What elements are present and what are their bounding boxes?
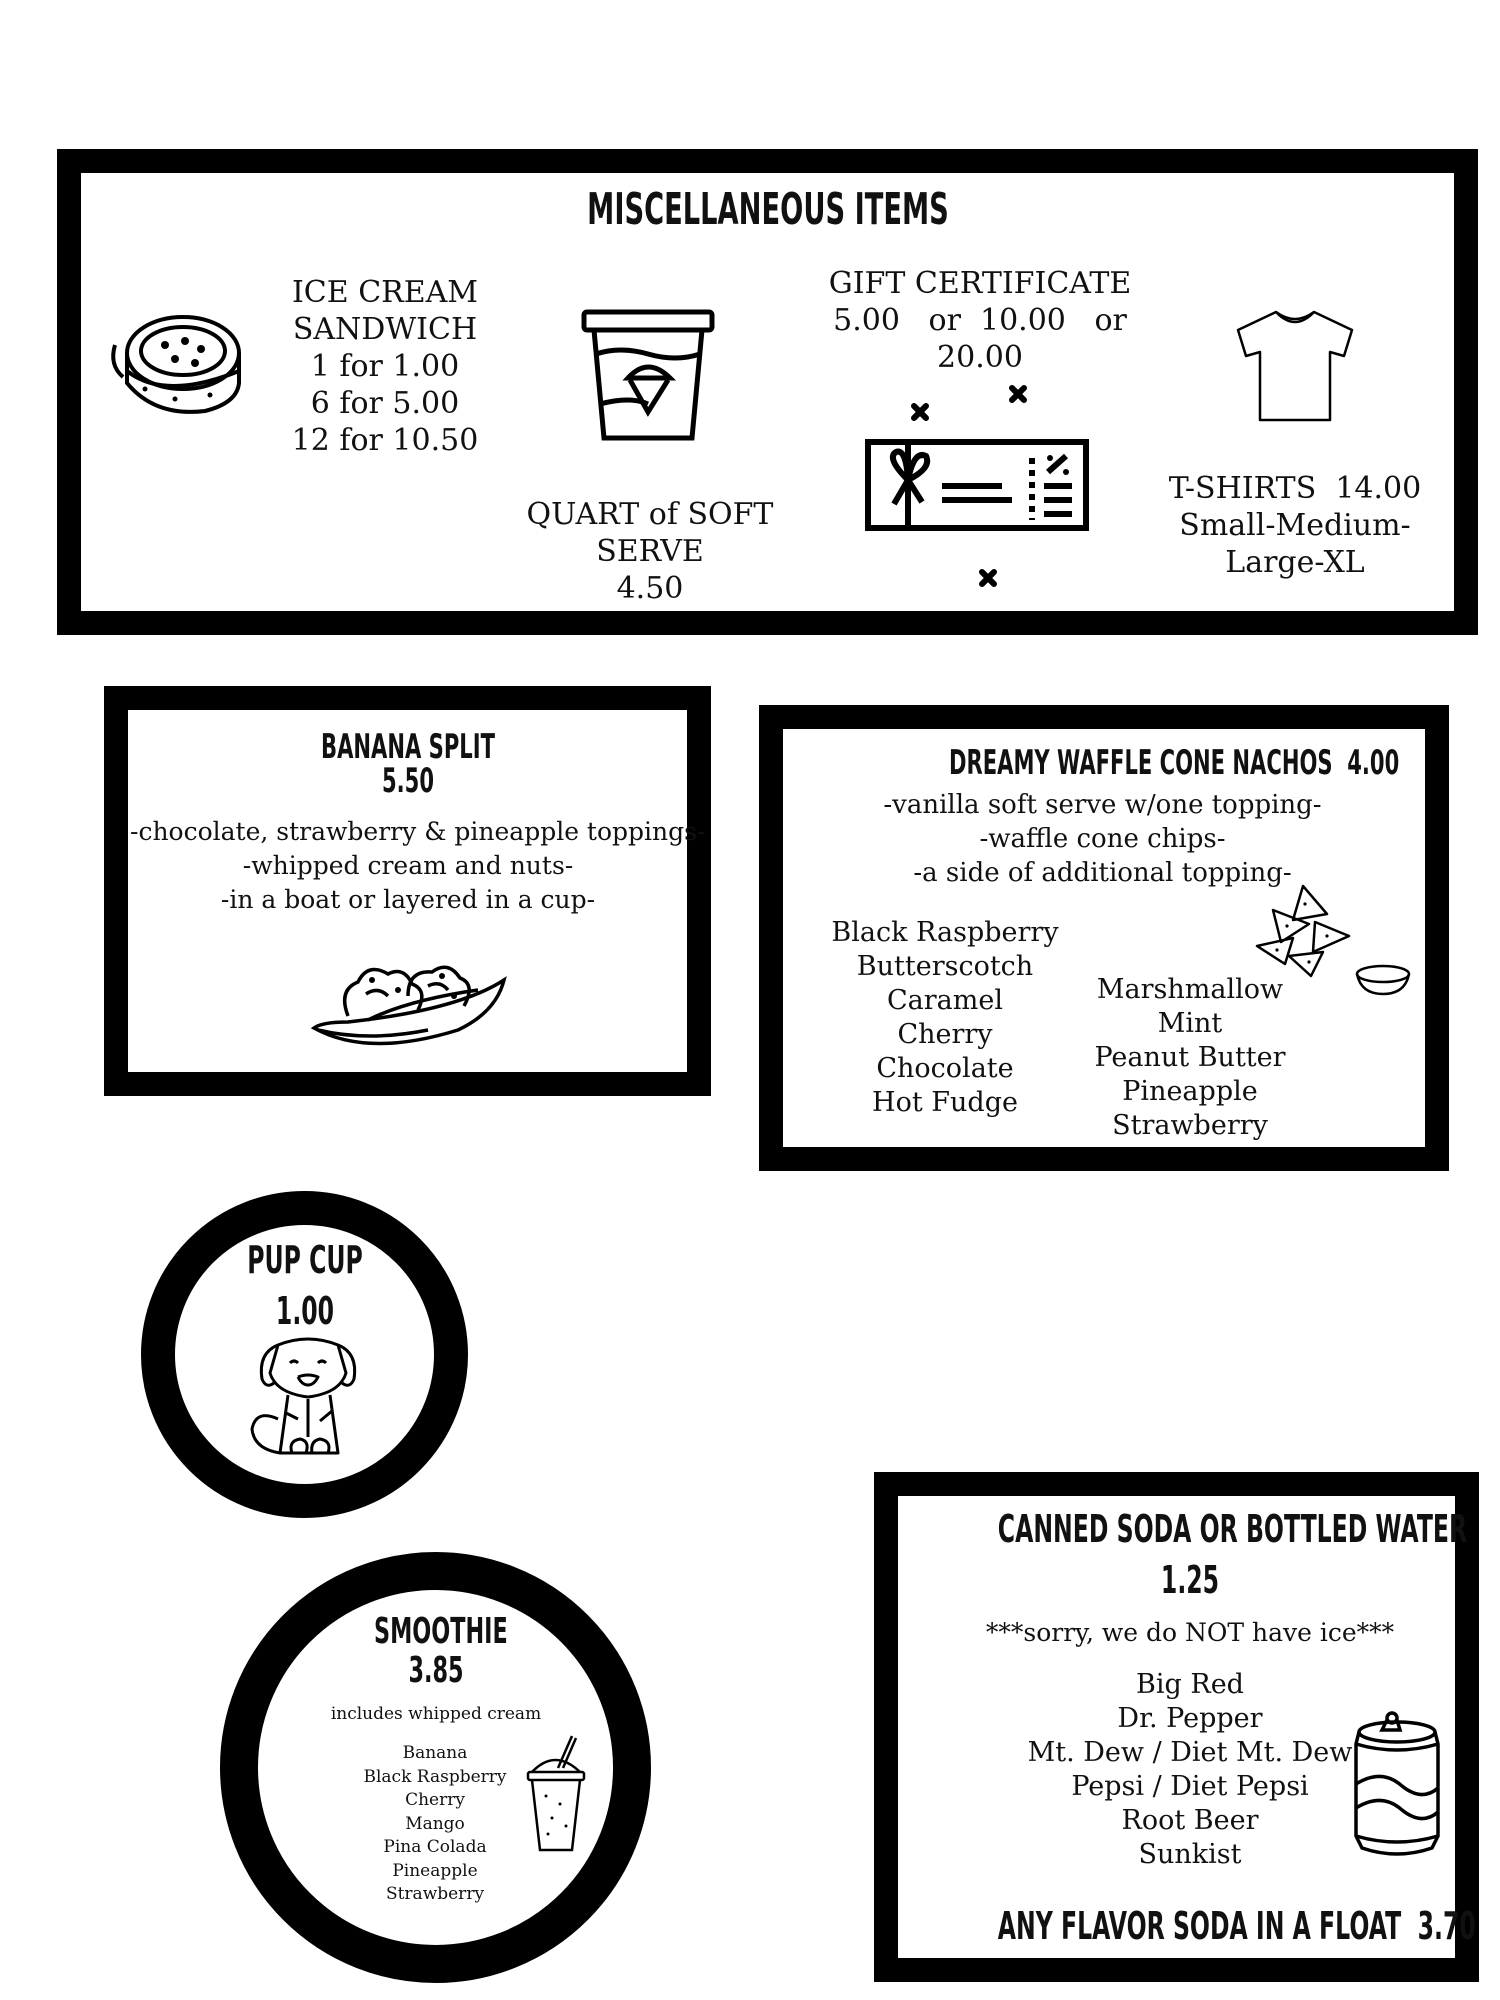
- tshirts-price: T-SHIRTS 14.00: [1168, 471, 1422, 506]
- soda-flavor-item: Root Beer: [1121, 1805, 1259, 1836]
- flavor-item: Cherry: [405, 1790, 465, 1810]
- smoothie-flavors: [335, 1742, 535, 1907]
- soda-flavor-item: Mt. Dew / Diet Mt. Dew: [1027, 1737, 1353, 1768]
- topping-item: Mint: [1157, 1008, 1223, 1039]
- ice-cream-sandwich-icon: [105, 305, 245, 425]
- topping-item: Peanut Butter: [1094, 1042, 1286, 1073]
- topping-item: Black Raspberry: [831, 917, 1059, 948]
- soda-flavor-item: Big Red: [1136, 1669, 1244, 1700]
- misc-items-title: MISCELLANEOUS ITEMS: [587, 184, 949, 235]
- smoothie-title: SMOOTHIE: [374, 1611, 508, 1652]
- flavor-item: Black Raspberry: [363, 1766, 507, 1787]
- gift-certificate-icon: [862, 380, 1092, 600]
- flavor-item: Pineapple: [392, 1860, 478, 1881]
- nachos-toppings-left: [820, 916, 1070, 1120]
- pup-cup-price: 1.00: [275, 1289, 335, 1333]
- topping-item: Pineapple: [1122, 1076, 1258, 1107]
- banana-split-icon: [308, 950, 508, 1060]
- banana-split-price: 5.50: [381, 761, 435, 801]
- ice-cream-sandwich-price-2: 6 for 5.00: [310, 386, 460, 421]
- soda-flavor-item: Pepsi / Diet Pepsi: [1071, 1771, 1309, 1802]
- tshirts-sizes-2: Large-XL: [1225, 545, 1365, 580]
- soda-flavor-item: Dr. Pepper: [1117, 1703, 1263, 1734]
- ice-cream-sandwich-price-1: 1 for 1.00: [310, 349, 460, 384]
- tshirts-label: [1150, 470, 1440, 581]
- topping-item: Hot Fudge: [872, 1087, 1018, 1118]
- ice-cream-sandwich-price-3: 12 for 10.50: [291, 423, 479, 458]
- nachos-description: -vanilla soft serve w/one topping- -waffle cone chips- -a side of additional topping-: [883, 790, 1322, 888]
- soda-title: CANNED SODA OR BOTTLED WATER: [997, 1507, 1468, 1551]
- soda-float-offer: ANY FLAVOR SODA IN A FLOAT 3.70: [997, 1904, 1476, 1948]
- topping-item: Cherry: [897, 1019, 993, 1050]
- gift-prices-line1: 5.00 or 10.00 or: [833, 303, 1127, 338]
- soda-flavor-item: Sunkist: [1138, 1839, 1242, 1870]
- banana-split-description: -chocolate, strawberry & pineapple toppings- -whipped cream and nuts- -in a boat or layered in a cup-: [130, 817, 706, 914]
- topping-item: Caramel: [887, 985, 1003, 1016]
- flavor-item: Strawberry: [385, 1884, 485, 1904]
- soda-ice-note: ***sorry, we do NOT have ice***: [985, 1618, 1395, 1647]
- flavor-item: Banana: [402, 1743, 468, 1763]
- banana-split-title: BANANA SPLIT: [321, 727, 495, 767]
- gift-prices-line2: 20.00: [937, 340, 1023, 375]
- soda-flavors: [1015, 1668, 1365, 1872]
- dog-icon: [248, 1333, 370, 1463]
- smoothie-cup-icon: [522, 1734, 588, 1854]
- soda-can-icon: [1352, 1710, 1442, 1860]
- quart-label: QUART of SOFT SERVE 4.50: [500, 496, 800, 607]
- topping-item: Chocolate: [876, 1053, 1014, 1084]
- ice-cream-sandwich-name: ICE CREAM SANDWICH 1 for 1.00 6 for 5.00 12 for 10.50: [255, 274, 515, 459]
- topping-item: Strawberry: [1112, 1110, 1268, 1141]
- flavor-item: Pina Colada: [383, 1837, 487, 1857]
- topping-item: Butterscotch: [856, 951, 1034, 982]
- nachos-title: DREAMY WAFFLE CONE NACHOS 4.00: [949, 743, 1400, 783]
- smoothie-note: includes whipped cream: [330, 1704, 542, 1724]
- smoothie-price: 3.85: [408, 1650, 464, 1691]
- flavor-item: Mango: [405, 1813, 465, 1834]
- nachos-icon: [1253, 880, 1413, 998]
- tshirts-sizes-1: Small-Medium-: [1179, 508, 1411, 543]
- pup-cup-title: PUP CUP: [247, 1238, 363, 1282]
- soda-price: 1.25: [1160, 1558, 1220, 1602]
- quart-price: 4.50: [616, 571, 684, 606]
- nachos-toppings-right: [1065, 973, 1315, 1143]
- topping-item: Marshmallow: [1096, 974, 1284, 1005]
- gift-certificate-label: GIFT CERTIFICATE 5.00 or 10.00 or 20.00: [810, 265, 1150, 376]
- t-shirt-icon: [1234, 308, 1356, 424]
- quart-container-icon: [580, 308, 716, 444]
